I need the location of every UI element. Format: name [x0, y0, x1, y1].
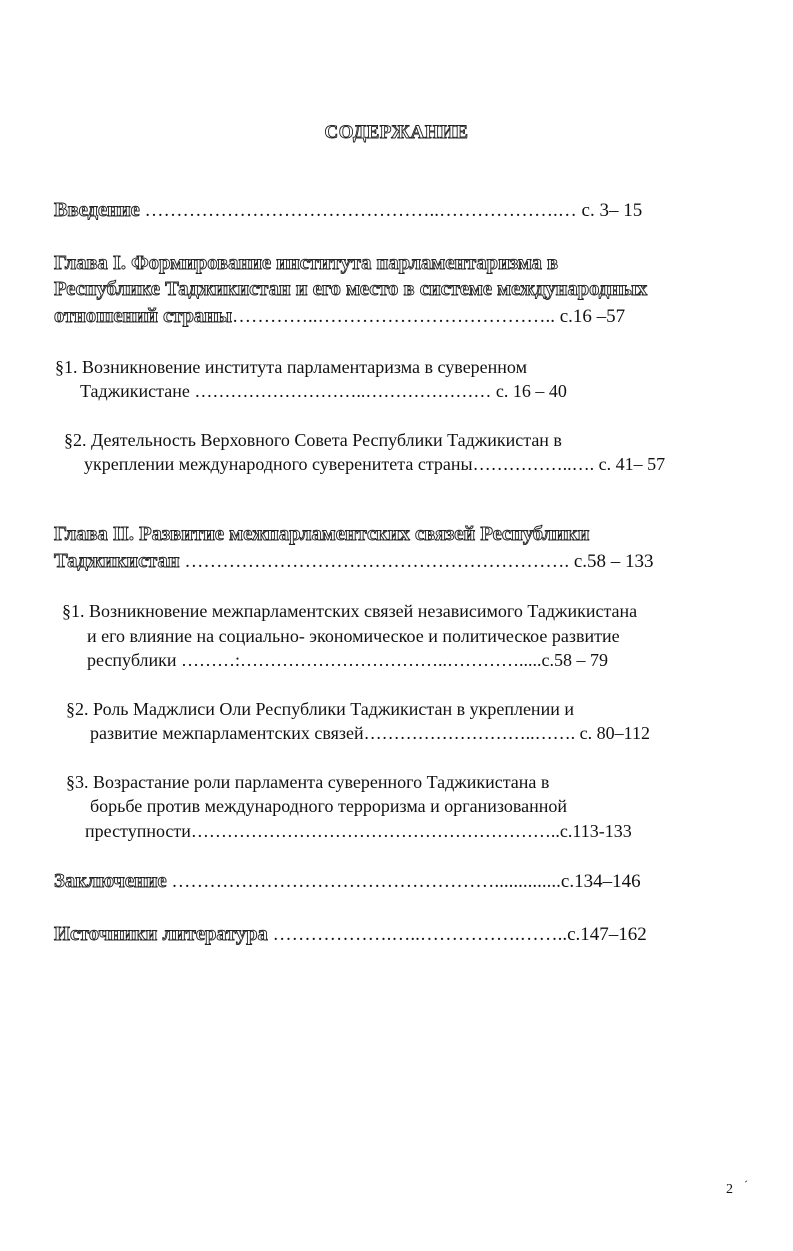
- toc-ch1-s2-line2: [84, 452, 665, 476]
- toc-ch2-s1-line1: §1. Возникновение межпарламентских связей независимого Таджикистана: [62, 601, 638, 621]
- toc-ch1-line3: [54, 304, 625, 329]
- toc-ch2-s1-line3: [87, 648, 608, 672]
- toc-ch1-s2-pages: с. 41– 57: [598, 454, 666, 474]
- toc-ch2-s2-text: развитие межпарламентских связей………………………..…….: [90, 723, 580, 743]
- toc-intro-label: Введение: [54, 199, 140, 221]
- toc-ch1-dots: …………..………………………………..: [231, 306, 560, 327]
- page-number: 2: [726, 1182, 733, 1197]
- toc-conclusion-pages: с.134–146: [560, 871, 641, 892]
- toc-sources-dots: ……………….…..…………….……..: [267, 924, 568, 945]
- corner-mark: ´: [744, 1178, 748, 1192]
- toc-ch2-s1-pages: с.58 – 79: [541, 650, 609, 670]
- toc-ch2-s3-line3: [85, 819, 632, 843]
- toc-ch2-line2: [54, 549, 654, 574]
- toc-intro: [54, 198, 642, 223]
- toc-ch1-s2-line1: §2. Деятельность Верховного Совета Республики Таджикистан в: [64, 430, 562, 450]
- toc-ch2-s3-line2: борьбе против международного терроризма и организованной: [90, 796, 567, 816]
- toc-ch1-line1: Глава I. Формирование института парламентаризма в: [54, 252, 559, 274]
- toc-ch1-s1-line1: §1. Возникновение института парламентаризма в суверенном: [55, 357, 527, 377]
- toc-ch2-dots: …………………………………………………….: [179, 551, 574, 572]
- toc-intro-dots: ………………………………………..……………….…: [139, 200, 582, 221]
- page-title: СОДЕРЖАНИЕ: [324, 122, 469, 143]
- toc-sources: [54, 922, 647, 947]
- toc-ch2-s3-text: преступности……………………………………………………..: [85, 821, 560, 841]
- toc-conclusion-dots: ……………………………………………..............: [166, 871, 561, 892]
- toc-ch1-pages: с.16 –57: [559, 306, 626, 327]
- toc-ch2-s1-line2: и его влияние на социально- экономическое и политическое развитие: [87, 626, 620, 646]
- toc-ch1-s1-text: Таджикистане ………………………..…………………: [80, 381, 496, 401]
- toc-ch1-s2-text: укреплении международного суверенитета страны……………..….: [84, 454, 599, 474]
- toc-conclusion-label: Заключение: [54, 870, 167, 892]
- toc-intro-pages: с. 3– 15: [581, 200, 643, 221]
- toc-ch2-s2-line1: §2. Роль Маджлиси Оли Республики Таджикистан в укреплении и: [66, 699, 574, 719]
- toc-sources-pages: с.147–162: [567, 924, 647, 945]
- toc-ch1-line2: Республике Таджикистан и его место в системе международных: [54, 278, 648, 300]
- toc-ch2-s2-pages: с. 80–112: [579, 723, 650, 743]
- toc-ch2-s3-pages: с.113-133: [559, 821, 632, 841]
- toc-ch1-s1-line2: [80, 379, 567, 403]
- toc-ch1-line3-label: отношений страны: [54, 305, 232, 327]
- toc-sources-label: Источники литература: [54, 923, 268, 945]
- toc-ch2-line2-label: Таджикистан: [54, 550, 180, 572]
- toc-ch2-s1-text: республики ………:……………………………..………….....: [87, 650, 542, 670]
- toc-ch2-pages: с.58 – 133: [573, 551, 654, 572]
- toc-ch1-s1-pages: с. 16 – 40: [495, 381, 567, 401]
- toc-ch2-line1: Глава II. Развитие межпарламентских связей Республики: [54, 523, 590, 545]
- toc-ch2-s2-line2: [90, 721, 650, 745]
- toc-conclusion: [54, 869, 641, 894]
- toc-ch2-s3-line1: §3. Возрастание роли парламента суверенного Таджикистана в: [66, 772, 550, 792]
